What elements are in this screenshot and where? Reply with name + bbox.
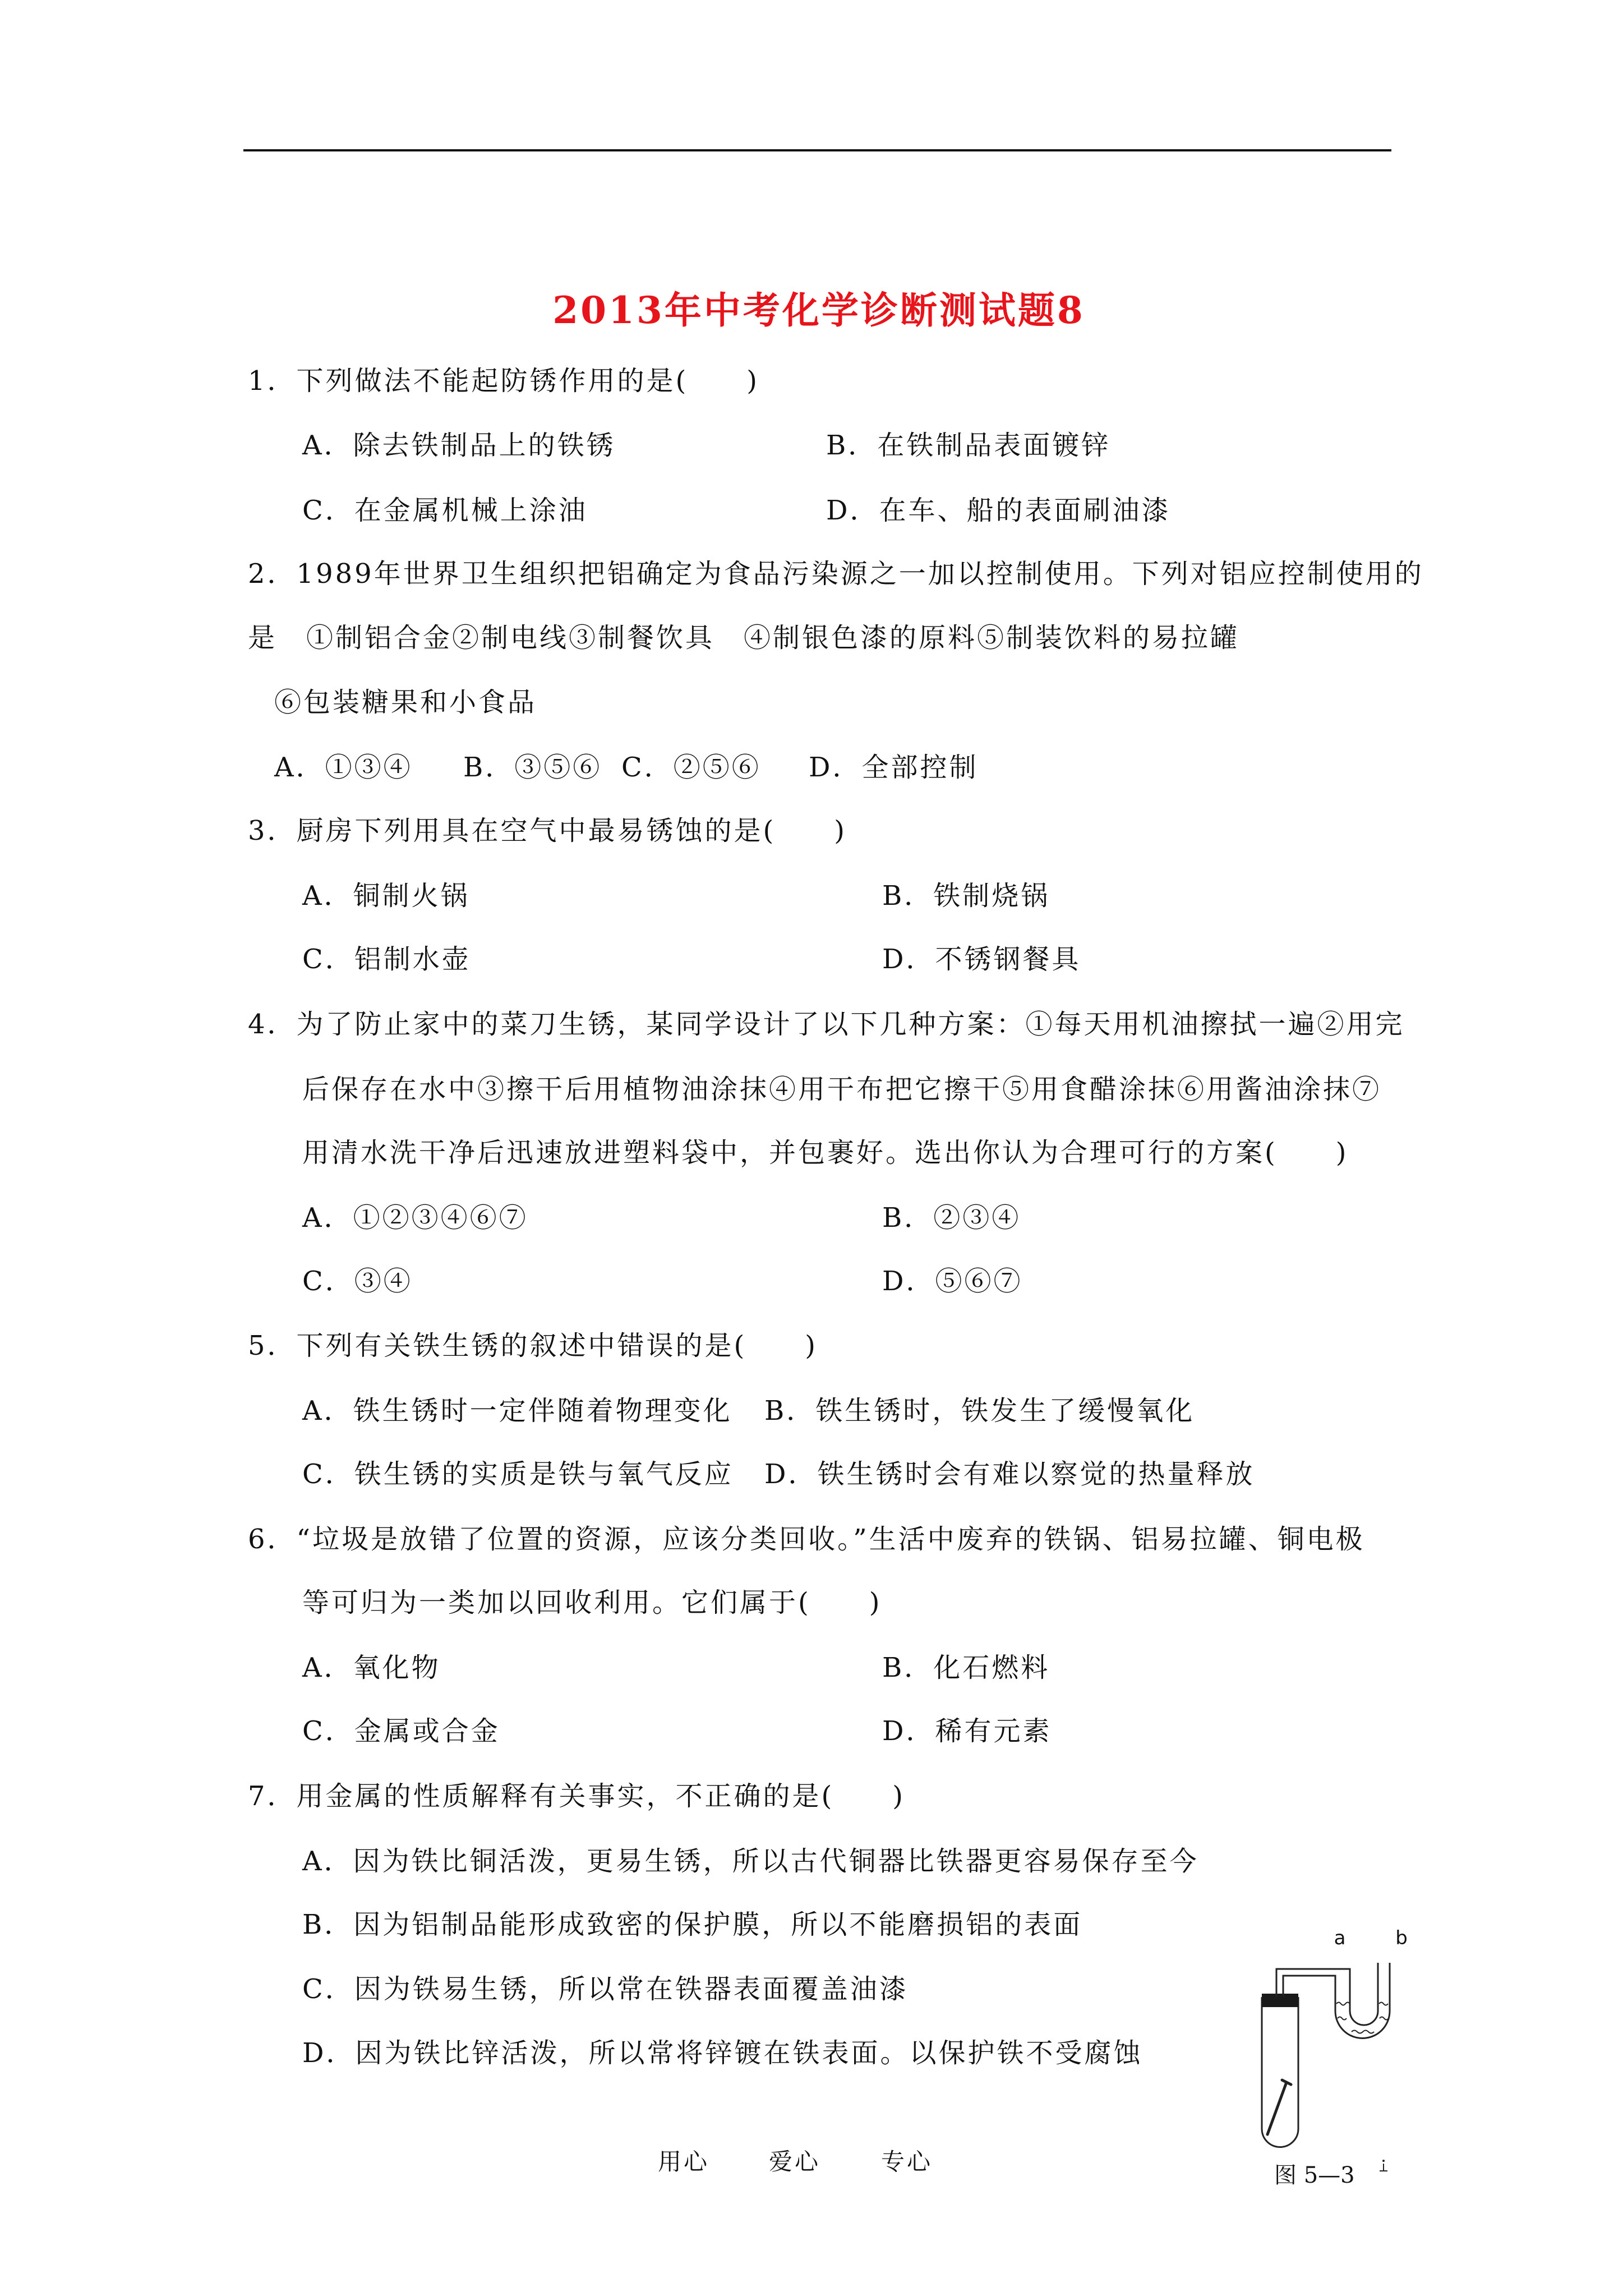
option-a: A．氧化物 — [302, 1652, 441, 1683]
stopper — [1262, 1994, 1298, 2007]
option-d: D．全部控制 — [809, 752, 979, 783]
question-5-stem — [248, 1329, 818, 1363]
option-b: B．②③④ — [882, 1202, 1021, 1234]
option-d: D．稀有元素 — [882, 1715, 1052, 1747]
question-text-continued: 等可归为一类加以回收利用。它们属于( ) — [302, 1587, 882, 1618]
question-text-continued: 后保存在水中③擦干后用植物油涂抹④用干布把它擦干⑤用食醋涂抹⑥用酱油涂抹⑦ — [302, 1074, 1382, 1105]
liquid-wave — [1338, 2017, 1347, 2020]
apparatus-figure — [1245, 1918, 1413, 2160]
question-1-stem — [248, 364, 759, 398]
option-c: C．③④ — [302, 1266, 413, 1297]
option-a: A．除去铁制品上的铁锈 — [302, 430, 616, 461]
question-text-continued: 是 ①制铝合金②制电线③制餐饮具 ④制银色漆的原料⑤制装饮料的易拉罐 — [248, 622, 1240, 654]
question-4-stem — [248, 1007, 1405, 1041]
question-number: 5． — [248, 1330, 297, 1361]
option-d: D．不锈钢餐具 — [882, 944, 1081, 975]
footer-text-3: 专心 — [881, 2148, 933, 2175]
liquid-wave — [1380, 2017, 1389, 2020]
option-c: C．铝制水壶 — [302, 944, 471, 975]
question-number: 2． — [248, 558, 297, 590]
question-text: 1989年世界卫生组织把铝确定为食品污染源之一加以控制使用。下列对铝应控制使用的 — [296, 558, 1424, 590]
option-d: D．⑤⑥⑦ — [882, 1266, 1023, 1297]
question-6-stem — [248, 1522, 1365, 1556]
question-number: 6． — [248, 1524, 297, 1555]
option-c: C．金属或合金 — [302, 1715, 500, 1747]
option-c: C．铁生锈的实质是铁与氧气反应 — [302, 1458, 734, 1490]
option-d: D．铁生锈时会有难以察觉的热量释放 — [764, 1458, 1255, 1490]
label-a: a — [1334, 1927, 1346, 1949]
question-3-stem — [248, 814, 847, 848]
label-b: b — [1395, 1927, 1408, 1949]
question-2-stem — [248, 557, 1424, 591]
question-text: 下列做法不能起防锈作用的是( ) — [296, 365, 760, 397]
option-d: D．因为铁比锌活泼，所以常将锌镀在铁表面。以保护铁不受腐蚀 — [302, 2037, 1143, 2069]
option-c: C．②⑤⑥ — [621, 752, 761, 783]
option-a: A．铁生锈时一定伴随着物理变化 — [302, 1395, 732, 1427]
question-text-continued: ⑥包装糖果和小食品 — [274, 687, 537, 718]
question-number: 1． — [248, 365, 297, 397]
option-a: A．铜制火锅 — [302, 880, 470, 912]
footer-text-1: 用心 — [658, 2148, 710, 2175]
question-7-stem — [248, 1779, 905, 1813]
option-b: B．铁生锈时，铁发生了缓慢氧化 — [764, 1395, 1195, 1427]
option-a: A．①③④ — [274, 752, 413, 783]
option-b: B．铁制烧锅 — [882, 880, 1050, 912]
question-text: “垃圾是放错了位置的资源，应该分类回收。”生活中废弃的铁锅、铝易拉罐、铜电极 — [296, 1524, 1365, 1555]
liquid-surface-left — [1336, 2003, 1350, 2005]
question-number: 7． — [248, 1780, 297, 1812]
question-text: 为了防止家中的菜刀生锈，某同学设计了以下几种方案：①每天用机油擦拭一遍②用完 — [296, 1009, 1405, 1040]
option-b: B．化石燃料 — [882, 1652, 1050, 1683]
question-number: 4． — [248, 1009, 297, 1040]
option-c: C．在金属机械上涂油 — [302, 495, 588, 526]
header-rule — [243, 149, 1391, 151]
option-b: B．因为铝制品能形成致密的保护膜，所以不能磨损铝的表面 — [302, 1909, 1083, 1940]
page-title: 2013年中考化学诊断测试题8 — [552, 288, 1085, 332]
nail-shape — [1267, 2082, 1287, 2134]
test-tube — [1262, 1997, 1298, 2147]
question-text: 下列有关铁生锈的叙述中错误的是( ) — [296, 1330, 818, 1361]
option-b: B．③⑤⑥ — [463, 752, 602, 783]
question-text: 厨房下列用具在空气中最易锈蚀的是( ) — [296, 815, 847, 846]
option-c: C．因为铁易生锈，所以常在铁器表面覆盖油漆 — [302, 1973, 909, 2005]
option-b: B．在铁制品表面镀锌 — [826, 430, 1111, 461]
question-number: 3． — [248, 815, 297, 846]
question-text-continued: 用清水洗干净后迅速放进塑料袋中，并包裹好。选出你认为合理可行的方案( ) — [302, 1137, 1349, 1168]
footer-text-2: 爱心 — [769, 2148, 821, 2175]
option-a: A．因为铁比铜活泼，更易生锈，所以古代铜器比铁器更容易保存至今 — [302, 1846, 1199, 1877]
liquid-wave — [1352, 2031, 1374, 2033]
caption-mark — [1377, 2157, 1390, 2174]
figure-caption: 图 5—3 — [1274, 2162, 1355, 2188]
liquid-surface-right — [1379, 2003, 1388, 2005]
question-text: 用金属的性质解释有关事实，不正确的是( ) — [296, 1780, 906, 1812]
option-d: D．在车、船的表面刷油漆 — [826, 495, 1171, 526]
option-a: A．①②③④⑥⑦ — [302, 1202, 528, 1234]
